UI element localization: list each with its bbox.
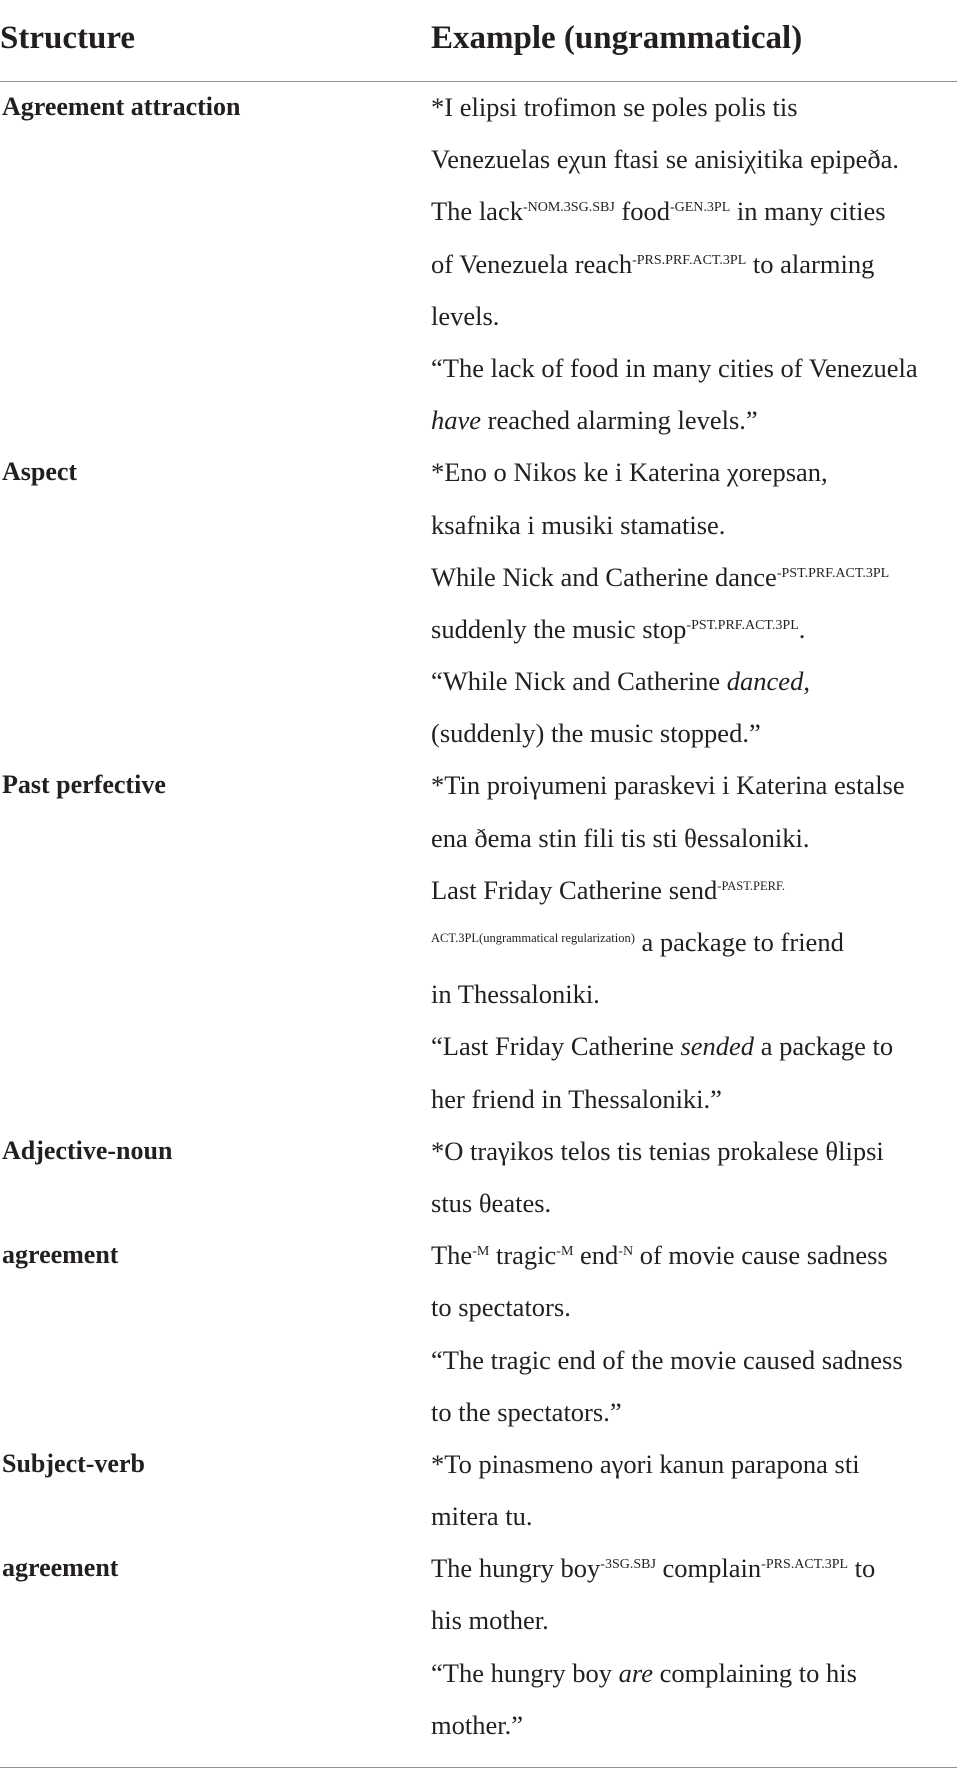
greek-line: stus θeates. bbox=[431, 1187, 552, 1218]
greek-line: mitera tu. bbox=[431, 1501, 533, 1532]
gloss-text: of Venezuela reach bbox=[431, 248, 633, 279]
translation-text: complaining to his bbox=[653, 1657, 857, 1688]
gloss-line bbox=[431, 238, 957, 290]
translation-line bbox=[431, 1647, 957, 1699]
example-cell bbox=[431, 446, 957, 759]
gloss-line bbox=[431, 916, 957, 968]
structure-label: Agreement attraction bbox=[2, 92, 241, 121]
header-example: Example (ungrammatical) bbox=[431, 20, 803, 56]
greek-line: Venezuelas eχun ftasi se anisiχitika epipeða. bbox=[431, 144, 899, 175]
table-bottom-rule bbox=[0, 1767, 957, 1768]
table-row bbox=[0, 1125, 957, 1438]
gloss-line bbox=[431, 603, 957, 655]
greek-line: *O traγikos telos tis tenias prokalese θlipsi bbox=[431, 1135, 884, 1166]
gloss-text: complain bbox=[655, 1553, 762, 1584]
gloss-text: tragic bbox=[489, 1240, 557, 1271]
table-header bbox=[0, 0, 957, 82]
gloss-tag: -3SG.SBJ bbox=[600, 1557, 656, 1573]
header-structure: Structure bbox=[0, 20, 136, 56]
emphasis: are bbox=[618, 1657, 654, 1688]
example-cell bbox=[431, 81, 957, 446]
gloss-text: in many cities bbox=[730, 196, 886, 227]
structure-label: Adjective-noun bbox=[2, 1135, 173, 1165]
greek-line: *Tin proiγumeni paraskevi i Katerina estalse bbox=[431, 770, 905, 801]
gloss-text: The lack bbox=[431, 196, 523, 227]
table-row bbox=[0, 759, 957, 1124]
greek-line: ena ðema stin fili tis sti θessaloniki. bbox=[431, 822, 810, 853]
gloss-tag: ACT.3PL(ungrammatical regularization) bbox=[431, 931, 635, 945]
table-body bbox=[0, 81, 957, 1751]
gloss-tag: -PRS.ACT.3PL bbox=[761, 1557, 849, 1573]
emphasis: danced bbox=[726, 666, 804, 697]
gloss-line: levels. bbox=[431, 300, 500, 331]
table-row bbox=[0, 1438, 957, 1751]
greek-line: *I elipsi trofimon se poles polis tis bbox=[431, 92, 798, 122]
translation-line: (suddenly) the music stopped.” bbox=[431, 718, 761, 749]
translation-line: “The tragic end of the movie caused sadness bbox=[431, 1344, 903, 1375]
gloss-tag: -M bbox=[472, 1244, 490, 1260]
gloss-text: . bbox=[798, 613, 806, 644]
gloss-line bbox=[431, 1229, 957, 1281]
gloss-line bbox=[431, 185, 957, 237]
emphasis: have bbox=[431, 405, 482, 436]
greek-line: ksafnika i musiki stamatise. bbox=[431, 509, 726, 540]
translation-text: reached alarming levels.” bbox=[481, 405, 758, 436]
gloss-line bbox=[431, 551, 957, 603]
example-cell bbox=[431, 1125, 957, 1438]
translation-line bbox=[431, 1020, 957, 1072]
structure-label: agreement bbox=[2, 1553, 119, 1583]
greek-line: *Eno o Nikos ke i Katerina χorepsan, bbox=[431, 457, 828, 488]
gloss-text: While Nick and Catherine dance bbox=[431, 561, 777, 592]
gloss-text: to bbox=[848, 1553, 876, 1584]
translation-line: “The lack of food in many cities of Venezuela bbox=[431, 352, 918, 383]
translation-line bbox=[431, 655, 957, 707]
translation-text: a package to bbox=[754, 1031, 894, 1062]
structure-label: Subject-verb bbox=[2, 1448, 145, 1478]
table-row bbox=[0, 446, 957, 759]
structure-label: agreement bbox=[2, 1240, 119, 1270]
translation-line: her friend in Thessaloniki.” bbox=[431, 1083, 722, 1114]
gloss-tag: -GEN.3PL bbox=[669, 200, 731, 216]
gloss-text: The bbox=[431, 1240, 473, 1271]
translation-text: “Last Friday Catherine bbox=[431, 1031, 681, 1062]
gloss-tag: -PAST.PERF. bbox=[717, 878, 786, 893]
gloss-text: to alarming bbox=[746, 248, 875, 279]
translation-text: , bbox=[803, 666, 810, 697]
translation-line bbox=[431, 394, 957, 446]
gloss-line: to spectators. bbox=[431, 1292, 571, 1323]
gloss-tag: -M bbox=[556, 1244, 574, 1260]
translation-text: “The hungry boy bbox=[431, 1657, 619, 1688]
gloss-line: in Thessaloniki. bbox=[431, 979, 600, 1010]
structure-label: Past perfective bbox=[2, 770, 166, 800]
greek-line: *To pinasmeno aγori kanun parapona sti bbox=[431, 1448, 860, 1479]
gloss-text: food bbox=[614, 196, 670, 227]
emphasis: sended bbox=[680, 1031, 755, 1062]
gloss-text: a package to friend bbox=[634, 927, 844, 957]
gloss-line: his mother. bbox=[431, 1605, 549, 1636]
example-cell bbox=[431, 759, 957, 1124]
translation-text: “While Nick and Catherine bbox=[431, 666, 727, 697]
gloss-text: Last Friday Catherine send bbox=[431, 874, 718, 905]
gloss-tag: -PST.PRF.ACT.3PL bbox=[686, 617, 799, 633]
gloss-text: of movie cause sadness bbox=[633, 1240, 888, 1271]
gloss-text: suddenly the music stop bbox=[431, 613, 687, 644]
translation-line: to the spectators.” bbox=[431, 1396, 622, 1427]
structure-label: Aspect bbox=[2, 457, 78, 487]
translation-line: mother.” bbox=[431, 1709, 523, 1740]
gloss-text: end bbox=[573, 1240, 619, 1271]
table-row bbox=[0, 81, 957, 446]
gloss-text: The hungry boy bbox=[431, 1553, 601, 1584]
gloss-tag: -N bbox=[618, 1244, 634, 1260]
example-cell bbox=[431, 1438, 957, 1751]
gloss-line bbox=[431, 864, 957, 916]
gloss-tag: -PRS.PRF.ACT.3PL bbox=[632, 252, 747, 268]
gloss-line bbox=[431, 1542, 957, 1594]
gloss-tag: -PST.PRF.ACT.3PL bbox=[776, 565, 890, 581]
gloss-tag: -NOM.3SG.SBJ bbox=[522, 200, 615, 216]
